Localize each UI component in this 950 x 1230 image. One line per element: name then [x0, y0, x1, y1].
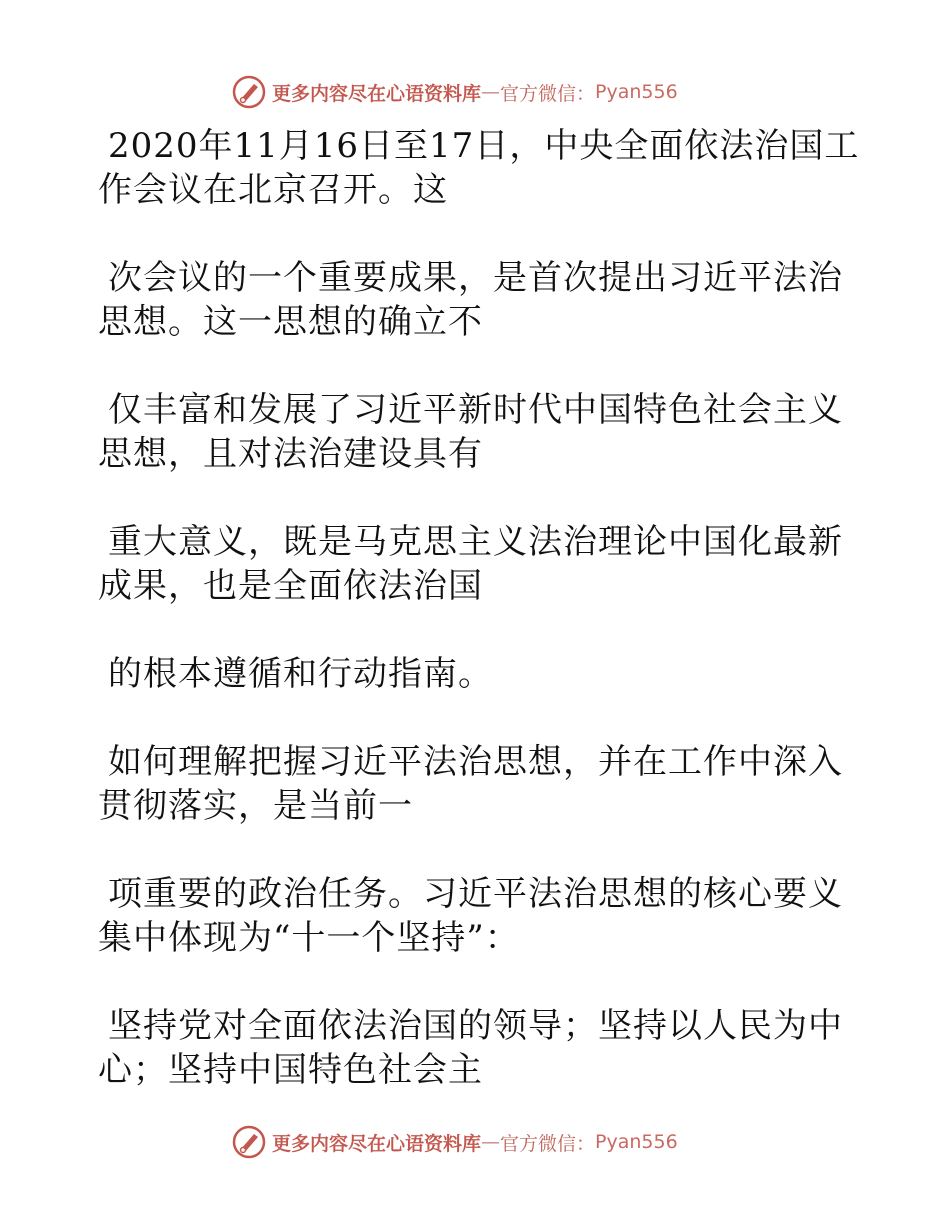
paragraph-line: 项重要的政治任务。习近平法治思想的核心要义 — [108, 874, 843, 914]
paragraph — [98, 872, 858, 960]
paragraph — [98, 256, 858, 344]
pen-logo-icon — [232, 1125, 266, 1159]
header-watermark — [232, 72, 678, 112]
paragraph-line: 作会议在北京召开。这 — [98, 170, 448, 210]
paragraph-line: 次会议的一个重要成果，是首次提出习近平法治 — [108, 258, 843, 298]
paragraph — [98, 652, 858, 696]
paragraph — [98, 740, 858, 828]
paragraph-line: 仅丰富和发展了习近平新时代中国特色社会主义 — [108, 390, 843, 430]
document-body — [98, 124, 858, 1136]
paragraph-line: 坚持党对全面依法治国的领导；坚持以人民为中 — [108, 1006, 843, 1046]
paragraph — [98, 520, 858, 608]
watermark-official: 官方微信： — [500, 82, 596, 105]
watermark-official: 官方微信： — [500, 1132, 596, 1155]
paragraph-line: 重大意义，既是马克思主义法治理论中国化最新 — [108, 522, 843, 562]
paragraph-line: 思想，且对法治建设具有 — [98, 434, 483, 474]
paragraph-line: 集中体现为“十一个坚持”： — [98, 918, 520, 958]
paragraph-line: 思想。这一思想的确立不 — [98, 302, 483, 342]
paragraph — [98, 124, 858, 212]
paragraph-line: 贯彻落实，是当前一 — [98, 786, 413, 826]
watermark-separator: — — [481, 1131, 501, 1153]
watermark-brand: 更多内容尽在心语资料库 — [272, 82, 482, 105]
paragraph-line: 2020年11月16日至17日，中央全面依法治国工 — [108, 126, 860, 166]
paragraph-line: 心；坚持中国特色社会主 — [98, 1050, 483, 1090]
pen-logo-icon — [232, 75, 266, 109]
paragraph — [98, 1004, 858, 1092]
paragraph-line: 成果，也是全面依法治国 — [98, 566, 483, 606]
paragraph-line: 如何理解把握习近平法治思想，并在工作中深入 — [108, 742, 843, 782]
paragraph — [98, 388, 858, 476]
watermark-handle: Pyan556 — [595, 81, 678, 103]
watermark-separator: — — [481, 81, 501, 103]
footer-watermark — [232, 1122, 678, 1162]
watermark-handle: Pyan556 — [595, 1131, 678, 1153]
paragraph-line: 的根本遵循和行动指南。 — [108, 654, 493, 694]
watermark-brand: 更多内容尽在心语资料库 — [272, 1132, 482, 1155]
